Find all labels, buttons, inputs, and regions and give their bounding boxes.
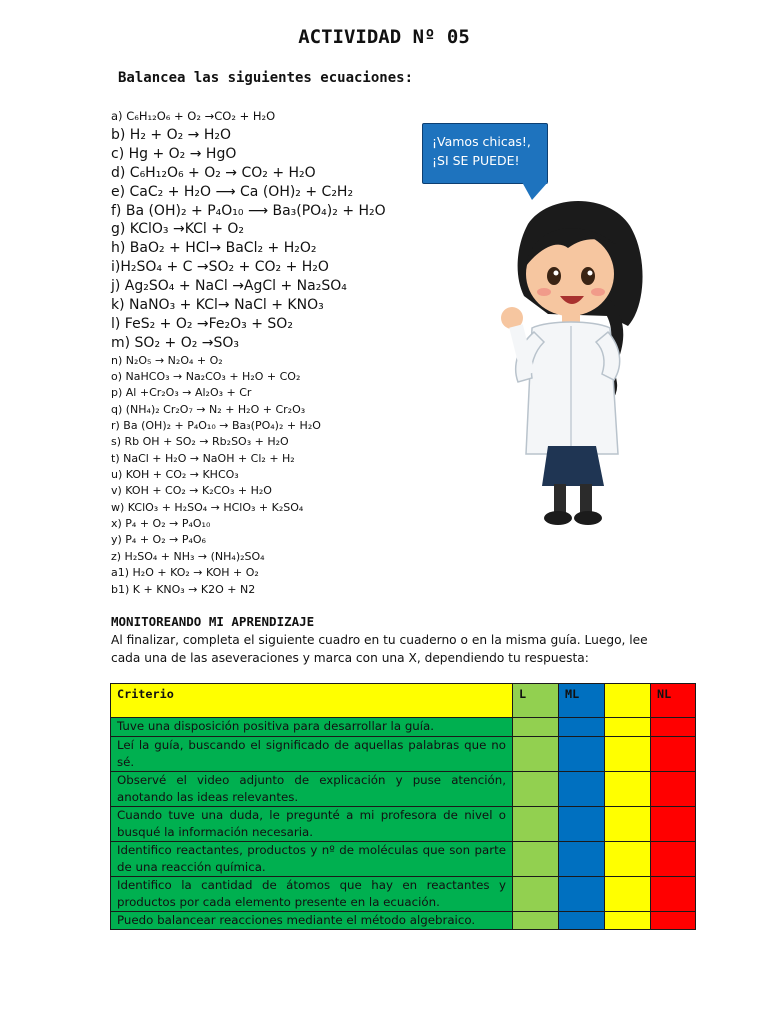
monitoring-title: MONITOREANDO MI APRENDIZAJE [111,614,315,629]
table-row [111,772,696,807]
mark-cell-nl[interactable] [651,912,696,930]
equation-y: y) P₄ + O₂ → P₄O₆ [111,533,206,547]
equation-m: m) SO₂ + O₂ →SO₃ [111,334,240,351]
equation-p: p) Al +Cr₂O₃ → Al₂O₃ + Cr [111,386,252,400]
table-header-row [111,684,696,718]
mark-cell-ml[interactable] [559,912,605,930]
mark-cell-blank[interactable] [605,877,651,912]
mark-cell-ml[interactable] [559,842,605,877]
equation-d: d) C₆H₁₂O₆ + O₂ → CO₂ + H₂O [111,164,316,181]
equation-j: j) Ag₂SO₄ + NaCl →AgCl + Na₂SO₄ [111,278,347,295]
equation-h: h) BaO₂ + HCl→ BaCl₂ + H₂O₂ [111,240,317,257]
mark-cell-l[interactable] [513,772,559,807]
mark-cell-l[interactable] [513,842,559,877]
criterion-text: Identifico la cantidad de átomos que hay en reactantes y productos por cada elemento presente en la ecuación. [111,877,513,912]
table-row [111,737,696,772]
mark-cell-nl[interactable] [651,772,696,807]
mark-cell-nl[interactable] [651,842,696,877]
mark-cell-nl[interactable] [651,718,696,737]
instruction-heading: Balancea las siguientes ecuaciones: [118,70,414,86]
mark-cell-blank[interactable] [605,807,651,842]
criterion-text: Tuve una disposición positiva para desarrollar la guía. [111,718,513,737]
header-criterio: Criterio [111,684,513,718]
header-l: L [513,684,559,718]
equation-w: w) KClO₃ + H₂SO₄ → HClO₃ + K₂SO₄ [111,500,304,514]
equation-r: r) Ba (OH)₂ + P₄O₁₀ → Ba₃(PO₄)₂ + H₂O [111,419,321,433]
equation-k: k) NaNO₃ + KCl→ NaCl + KNO₃ [111,297,324,314]
page-title: ACTIVIDAD Nº 05 [298,26,470,48]
criterion-text: Cuando tuve una duda, le pregunté a mi profesora de nivel o busqué la información necesaria. [111,807,513,842]
table-row [111,912,696,930]
speech-bubble-line-2: ¡SI SE PUEDE! [432,153,520,169]
speech-bubble [422,123,548,184]
table-row [111,877,696,912]
header-nl: NL [651,684,696,718]
equation-list [111,108,411,599]
mark-cell-l[interactable] [513,737,559,772]
mark-cell-l[interactable] [513,718,559,737]
equation-s: s) Rb OH + SO₂ → Rb₂SO₃ + H₂O [111,435,289,449]
equation-i: i)H₂SO₄ + C →SO₂ + CO₂ + H₂O [111,259,329,276]
mark-cell-ml[interactable] [559,877,605,912]
equation-f: f) Ba (OH)₂ + P₄O₁₀ ⟶ Ba₃(PO₄)₂ + H₂O [111,202,386,219]
mark-cell-ml[interactable] [559,718,605,737]
mark-cell-blank[interactable] [605,912,651,930]
equation-c: c) Hg + O₂ → HgO [111,145,237,162]
mark-cell-ml[interactable] [559,807,605,842]
equation-o: o) NaHCO₃ → Na₂CO₃ + H₂O + CO₂ [111,370,301,384]
equation-e: e) CaC₂ + H₂O ⟶ Ca (OH)₂ + C₂H₂ [111,183,354,200]
monitoring-intro: Al finalizar, completa el siguiente cuadro en tu cuaderno o en la misma guía. Luego, lee cada una de las aseveraciones y marca con una X, dependiendo tu respuesta: [111,633,648,665]
criterion-text: Observé el video adjunto de explicación y puse atención, anotando las ideas relevantes. [111,772,513,807]
mark-cell-nl[interactable] [651,877,696,912]
criterion-text: Leí la guía, buscando el significado de aquellas palabras que no sé. [111,737,513,772]
equation-z: z) H₂SO₄ + NH₃ → (NH₄)₂SO₄ [111,549,265,563]
mark-cell-blank[interactable] [605,737,651,772]
equation-v: v) KOH + CO₂ → K₂CO₃ + H₂O [111,484,272,498]
mark-cell-nl[interactable] [651,807,696,842]
header-blank [605,684,651,718]
mark-cell-l[interactable] [513,912,559,930]
mark-cell-ml[interactable] [559,737,605,772]
mark-cell-blank[interactable] [605,718,651,737]
mark-cell-nl[interactable] [651,737,696,772]
equation-t: t) NaCl + H₂O → NaOH + Cl₂ + H₂ [111,451,295,465]
equation-x: x) P₄ + O₂ → P₄O₁₀ [111,517,211,531]
table-row [111,807,696,842]
equation-u: u) KOH + CO₂ → KHCO₃ [111,468,239,482]
equation-b: b) H₂ + O₂ → H₂O [111,127,231,143]
girl-scientist-illustration [488,196,660,536]
equation-l: l) FeS₂ + O₂ →Fe₂O₃ + SO₂ [111,315,293,332]
mark-cell-blank[interactable] [605,842,651,877]
equation-a1: a1) H₂O + KO₂ → KOH + O₂ [111,566,259,580]
speech-bubble-line-1: ¡Vamos chicas!, [432,134,531,149]
equation-n: n) N₂O₅ → N₂O₄ + O₂ [111,353,223,367]
equation-q: q) (NH₄)₂ Cr₂O₇ → N₂ + H₂O + Cr₂O₃ [111,402,306,416]
mark-cell-blank[interactable] [605,772,651,807]
table-row [111,718,696,737]
criterion-text: Puedo balancear reacciones mediante el método algebraico. [111,912,513,930]
mark-cell-ml[interactable] [559,772,605,807]
equation-g: g) KClO₃ →KCl + O₂ [111,221,245,238]
equation-b1: b1) K + KNO₃ → K2O + N2 [111,582,256,596]
mark-cell-l[interactable] [513,807,559,842]
table-row [111,842,696,877]
criterion-text: Identifico reactantes, productos y nº de moléculas que son parte de una reacción química. [111,842,513,877]
mark-cell-l[interactable] [513,877,559,912]
self-assessment-table [110,683,696,930]
equation-a: a) C₆H₁₂O₆ + O₂ →CO₂ + H₂O [111,109,276,123]
header-ml: ML [559,684,605,718]
